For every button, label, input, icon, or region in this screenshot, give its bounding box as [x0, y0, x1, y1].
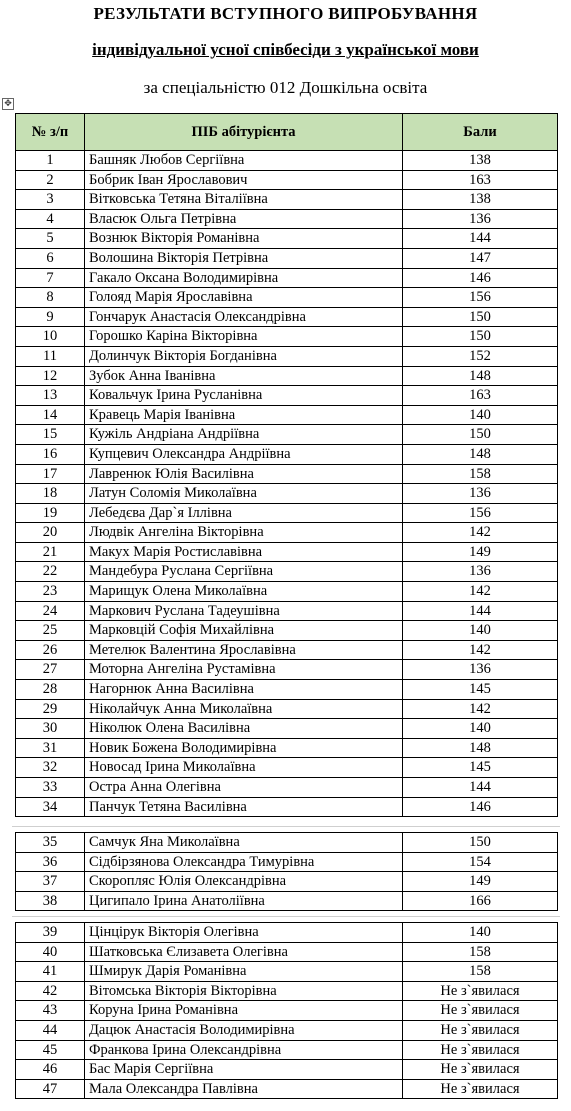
- row-number: 5: [16, 229, 85, 249]
- table-row: [16, 405, 558, 425]
- row-number: 26: [16, 640, 85, 660]
- applicant-score: 158: [403, 942, 558, 962]
- applicant-name: Шатковська Єлизавета Олегівна: [85, 942, 403, 962]
- applicant-score: 147: [403, 248, 558, 268]
- applicant-name: Марковцій Софія Михайлівна: [85, 621, 403, 641]
- table-row: [16, 307, 558, 327]
- applicant-score: 150: [403, 425, 558, 445]
- table-row: [16, 582, 558, 602]
- applicant-score: 156: [403, 503, 558, 523]
- applicant-score: 152: [403, 346, 558, 366]
- table-row: [16, 190, 558, 210]
- applicant-name: Лебедєва Дар`я Іллівна: [85, 503, 403, 523]
- table-row: [16, 660, 558, 680]
- applicant-score: 144: [403, 229, 558, 249]
- table-row: [16, 942, 558, 962]
- applicant-score: Не з`явилася: [403, 1079, 558, 1099]
- applicant-score: 142: [403, 640, 558, 660]
- table-row: [16, 981, 558, 1001]
- row-number: 13: [16, 386, 85, 406]
- applicant-score: 150: [403, 327, 558, 347]
- applicant-name: Горошко Каріна Вікторівна: [85, 327, 403, 347]
- row-number: 42: [16, 981, 85, 1001]
- table-row: [16, 444, 558, 464]
- row-number: 39: [16, 923, 85, 943]
- applicant-name: Ніколюк Олена Василівна: [85, 719, 403, 739]
- row-number: 30: [16, 719, 85, 739]
- row-number: 8: [16, 288, 85, 308]
- table-row: [16, 1001, 558, 1021]
- row-number: 9: [16, 307, 85, 327]
- table-row: [16, 151, 558, 171]
- applicant-score: Не з`явилася: [403, 1020, 558, 1040]
- applicant-score: 156: [403, 288, 558, 308]
- table-row: [16, 268, 558, 288]
- row-number: 40: [16, 942, 85, 962]
- applicant-name: Вітомська Вікторія Вікторівна: [85, 981, 403, 1001]
- applicant-name: Лавренюк Юлія Василівна: [85, 464, 403, 484]
- row-number: 37: [16, 872, 85, 892]
- table-row: [16, 738, 558, 758]
- applicant-score: 136: [403, 562, 558, 582]
- applicant-score: 158: [403, 962, 558, 982]
- applicant-name: Голояд Марія Ярославівна: [85, 288, 403, 308]
- table-row: [16, 852, 558, 872]
- table-row: [16, 1040, 558, 1060]
- table-row: [16, 484, 558, 504]
- results-table-continued: [15, 922, 558, 1099]
- applicant-score: 140: [403, 923, 558, 943]
- row-number: 20: [16, 523, 85, 543]
- row-number: 18: [16, 484, 85, 504]
- applicant-score: 140: [403, 405, 558, 425]
- applicant-score: 163: [403, 170, 558, 190]
- table-row: [16, 523, 558, 543]
- page-break-line: [12, 916, 560, 917]
- row-number: 45: [16, 1040, 85, 1060]
- applicant-name: Франкова Ірина Олександрівна: [85, 1040, 403, 1060]
- applicant-name: Метелюк Валентина Ярославівна: [85, 640, 403, 660]
- applicant-name: Гончарук Анастасія Олександрівна: [85, 307, 403, 327]
- table-row: [16, 229, 558, 249]
- applicant-name: Цінцірук Вікторія Олегівна: [85, 923, 403, 943]
- document-title: РЕЗУЛЬТАТИ ВСТУПНОГО ВИПРОБУВАННЯ: [93, 4, 478, 23]
- row-number: 25: [16, 621, 85, 641]
- applicant-name: Власюк Ольга Петрівна: [85, 209, 403, 229]
- applicant-name: Коруна Ірина Романівна: [85, 1001, 403, 1021]
- row-number: 3: [16, 190, 85, 210]
- table-row: [16, 346, 558, 366]
- applicant-name: Вознюк Вікторія Романівна: [85, 229, 403, 249]
- applicant-name: Нагорнюк Анна Василівна: [85, 680, 403, 700]
- table-row: [16, 833, 558, 853]
- row-number: 32: [16, 758, 85, 778]
- table-row: [16, 797, 558, 817]
- applicant-score: 166: [403, 891, 558, 911]
- applicant-name: Зубок Анна Іванівна: [85, 366, 403, 386]
- table-row: [16, 601, 558, 621]
- row-number: 24: [16, 601, 85, 621]
- applicant-score: 148: [403, 366, 558, 386]
- applicant-score: 148: [403, 738, 558, 758]
- applicant-name: Цигипало Ірина Анатоліївна: [85, 891, 403, 911]
- specialty-line: за спеціальністю 012 Дошкільна освіта: [143, 78, 428, 97]
- applicant-name: Купцевич Олександра Андріївна: [85, 444, 403, 464]
- table-row: [16, 386, 558, 406]
- row-number: 38: [16, 891, 85, 911]
- applicant-name: Башняк Любов Сергіївна: [85, 151, 403, 171]
- header-name: ПІБ абітурієнта: [85, 114, 403, 151]
- table-row: [16, 562, 558, 582]
- applicant-score: 140: [403, 621, 558, 641]
- table-row: [16, 680, 558, 700]
- table-row: [16, 503, 558, 523]
- header-score: Бали: [403, 114, 558, 151]
- applicant-score: 149: [403, 872, 558, 892]
- applicant-name: Ковальчук Ірина Русланівна: [85, 386, 403, 406]
- row-number: 27: [16, 660, 85, 680]
- applicant-score: 136: [403, 484, 558, 504]
- table-row: [16, 1060, 558, 1080]
- applicant-name: Ніколайчук Анна Миколаївна: [85, 699, 403, 719]
- table-row: [16, 248, 558, 268]
- table-row: [16, 699, 558, 719]
- table-row: [16, 209, 558, 229]
- table-row: [16, 640, 558, 660]
- row-number: 23: [16, 582, 85, 602]
- applicant-name: Скоропляс Юлія Олександрівна: [85, 872, 403, 892]
- row-number: 15: [16, 425, 85, 445]
- applicant-score: 154: [403, 852, 558, 872]
- applicant-name: Новик Божена Володимирівна: [85, 738, 403, 758]
- row-number: 17: [16, 464, 85, 484]
- applicant-score: 142: [403, 523, 558, 543]
- row-number: 43: [16, 1001, 85, 1021]
- applicant-score: 163: [403, 386, 558, 406]
- applicant-score: 158: [403, 464, 558, 484]
- row-number: 46: [16, 1060, 85, 1080]
- applicant-name: Маркович Руслана Тадеушівна: [85, 601, 403, 621]
- table-row: [16, 962, 558, 982]
- document-subtitle: індивідуальної усної співбесіди з української мови: [92, 40, 479, 59]
- row-number: 16: [16, 444, 85, 464]
- applicant-name: Людвік Ангеліна Вікторівна: [85, 523, 403, 543]
- table-row: [16, 778, 558, 798]
- row-number: 35: [16, 833, 85, 853]
- applicant-score: 138: [403, 190, 558, 210]
- table-row: [16, 719, 558, 739]
- applicant-name: Долинчук Вікторія Богданівна: [85, 346, 403, 366]
- applicant-score: 138: [403, 151, 558, 171]
- table-row: [16, 891, 558, 911]
- applicant-score: 145: [403, 758, 558, 778]
- table-row: [16, 170, 558, 190]
- applicant-name: Волошина Вікторія Петрівна: [85, 248, 403, 268]
- applicant-score: 144: [403, 601, 558, 621]
- applicant-name: Новосад Ірина Миколаївна: [85, 758, 403, 778]
- applicant-score: Не з`явилася: [403, 1001, 558, 1021]
- applicant-name: Сідбірзянова Олександра Тимурівна: [85, 852, 403, 872]
- table-row: [16, 542, 558, 562]
- applicant-name: Дацюк Анастасія Володимирівна: [85, 1020, 403, 1040]
- applicant-score: 148: [403, 444, 558, 464]
- row-number: 33: [16, 778, 85, 798]
- table-row: [16, 288, 558, 308]
- applicant-name: Остра Анна Олегівна: [85, 778, 403, 798]
- table-row: [16, 872, 558, 892]
- row-number: 4: [16, 209, 85, 229]
- applicant-score: 150: [403, 307, 558, 327]
- applicant-score: 142: [403, 582, 558, 602]
- table-row: [16, 327, 558, 347]
- row-number: 22: [16, 562, 85, 582]
- row-number: 2: [16, 170, 85, 190]
- row-number: 1: [16, 151, 85, 171]
- row-number: 10: [16, 327, 85, 347]
- row-number: 29: [16, 699, 85, 719]
- results-table-continued: [15, 832, 558, 911]
- applicant-name: Вітковська Тетяна Віталіївна: [85, 190, 403, 210]
- applicant-name: Моторна Ангеліна Рустамівна: [85, 660, 403, 680]
- row-number: 19: [16, 503, 85, 523]
- row-number: 11: [16, 346, 85, 366]
- applicant-score: 142: [403, 699, 558, 719]
- applicant-score: 145: [403, 680, 558, 700]
- header-number: № з/п: [16, 114, 85, 151]
- applicant-name: Шмирук Дарія Романівна: [85, 962, 403, 982]
- applicant-score: 136: [403, 660, 558, 680]
- applicant-score: 146: [403, 797, 558, 817]
- table-move-handle-icon[interactable]: ✥: [2, 98, 14, 110]
- applicant-score: Не з`явилася: [403, 1060, 558, 1080]
- applicant-score: 146: [403, 268, 558, 288]
- applicant-name: Бобрик Іван Ярославович: [85, 170, 403, 190]
- applicant-name: Гакало Оксана Володимирівна: [85, 268, 403, 288]
- row-number: 36: [16, 852, 85, 872]
- applicant-name: Мала Олександра Павлівна: [85, 1079, 403, 1099]
- applicant-name: Кравець Марія Іванівна: [85, 405, 403, 425]
- row-number: 34: [16, 797, 85, 817]
- applicant-score: 136: [403, 209, 558, 229]
- applicant-name: Панчук Тетяна Василівна: [85, 797, 403, 817]
- row-number: 31: [16, 738, 85, 758]
- applicant-score: 144: [403, 778, 558, 798]
- table-row: [16, 464, 558, 484]
- table-row: [16, 621, 558, 641]
- page-break-line: [12, 826, 560, 827]
- applicant-score: 150: [403, 833, 558, 853]
- applicant-name: Латун Соломія Миколаївна: [85, 484, 403, 504]
- table-header-row: [16, 114, 558, 151]
- applicant-score: 140: [403, 719, 558, 739]
- applicant-name: Кужіль Андріана Андріївна: [85, 425, 403, 445]
- row-number: 28: [16, 680, 85, 700]
- row-number: 21: [16, 542, 85, 562]
- applicant-name: Макух Марія Ростиславівна: [85, 542, 403, 562]
- row-number: 14: [16, 405, 85, 425]
- row-number: 41: [16, 962, 85, 982]
- table-row: [16, 425, 558, 445]
- table-row: [16, 758, 558, 778]
- applicant-name: Мандебура Руслана Сергіївна: [85, 562, 403, 582]
- row-number: 6: [16, 248, 85, 268]
- row-number: 7: [16, 268, 85, 288]
- applicant-score: Не з`явилася: [403, 1040, 558, 1060]
- results-table: [15, 113, 558, 817]
- applicant-name: Марищук Олена Миколаївна: [85, 582, 403, 602]
- table-row: [16, 1020, 558, 1040]
- applicant-score: 149: [403, 542, 558, 562]
- applicant-score: Не з`явилася: [403, 981, 558, 1001]
- row-number: 44: [16, 1020, 85, 1040]
- applicant-name: Самчук Яна Миколаївна: [85, 833, 403, 853]
- table-row: [16, 366, 558, 386]
- table-row: [16, 1079, 558, 1099]
- row-number: 12: [16, 366, 85, 386]
- table-row: [16, 923, 558, 943]
- applicant-name: Бас Марія Сергіївна: [85, 1060, 403, 1080]
- row-number: 47: [16, 1079, 85, 1099]
